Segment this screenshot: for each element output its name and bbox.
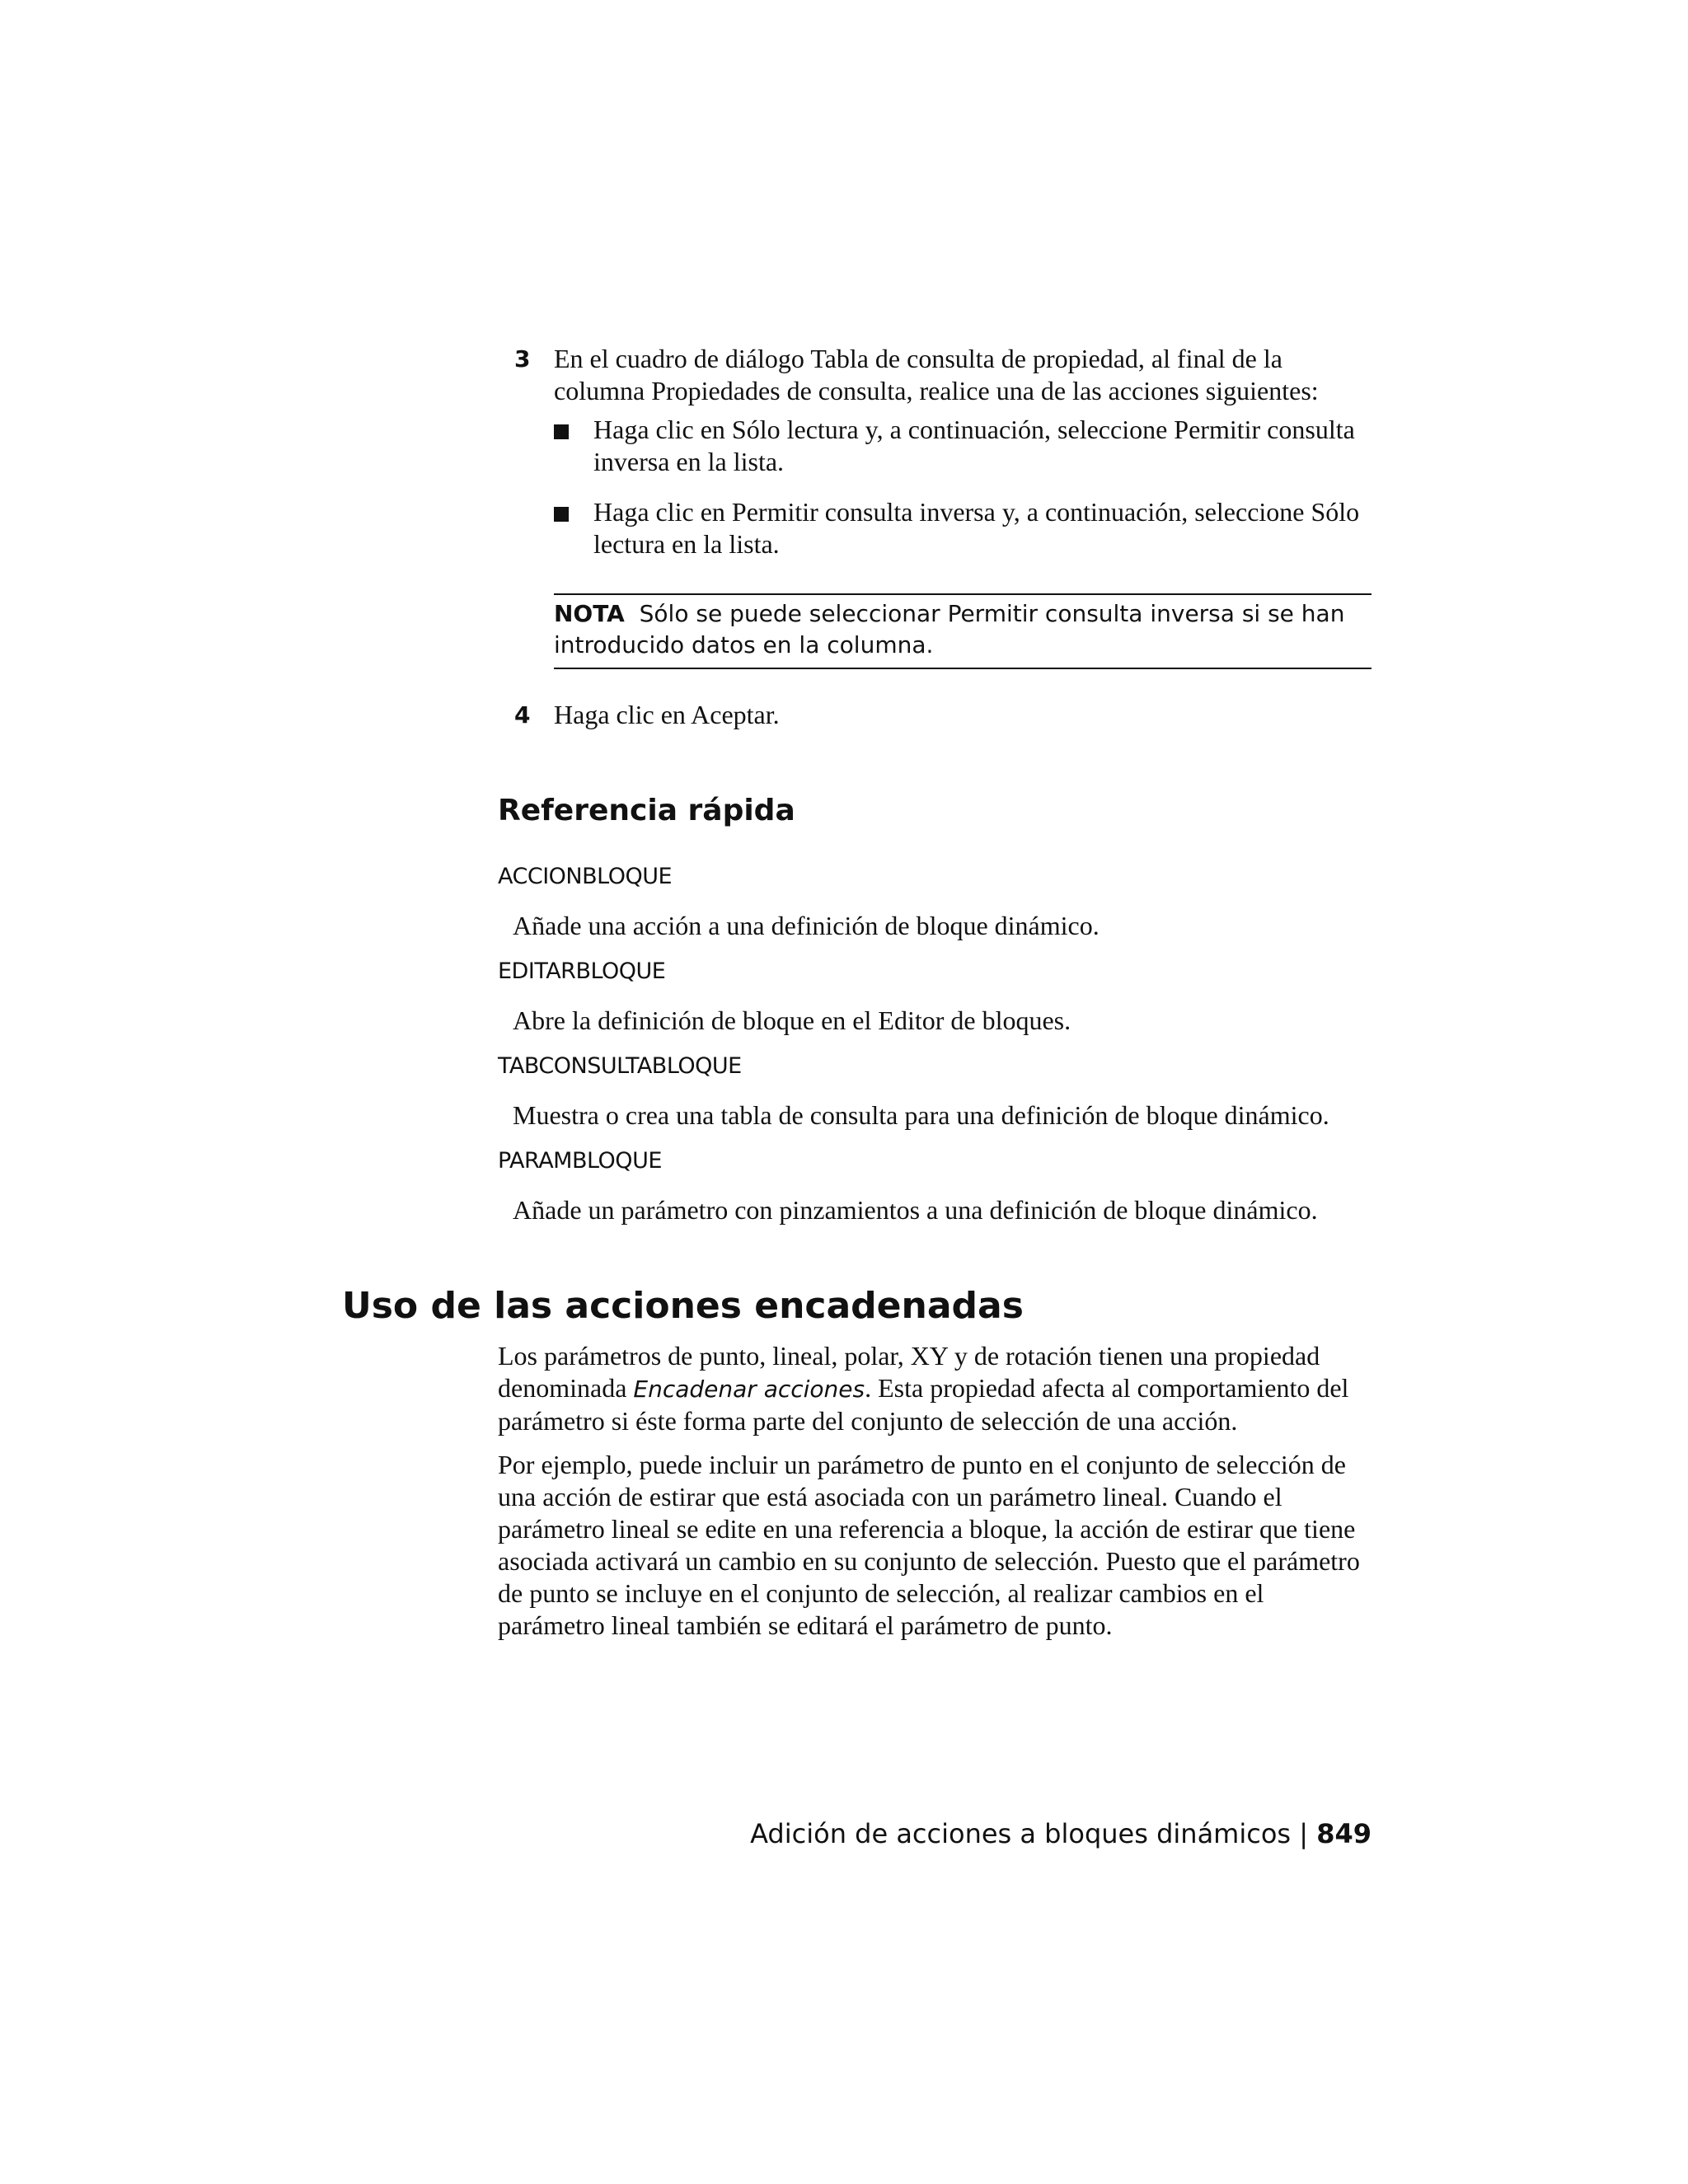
- command-name: EDITARBLOQUE: [498, 958, 666, 984]
- footer-chapter-title: Adición de acciones a bloques dinámicos: [750, 1818, 1292, 1849]
- list-item-text: Haga clic en Permitir consulta inversa y, a continuación, seleccione Sólo lectura en la lista.: [593, 497, 1360, 559]
- page-footer: [750, 1817, 1372, 1850]
- note-label: NOTA: [554, 600, 625, 627]
- step-number: 4: [514, 701, 531, 729]
- paragraph: [498, 1340, 1373, 1437]
- page-number: 849: [1316, 1818, 1372, 1849]
- note-box: [554, 598, 1372, 661]
- command-description: Muestra o crea una tabla de consulta para una definición de bloque dinámico.: [513, 1100, 1329, 1130]
- bullet-square-icon: [554, 507, 569, 522]
- note-bottom-rule: [554, 668, 1372, 669]
- note-top-rule: [554, 593, 1372, 595]
- paragraph-text: . Esta propiedad afecta al comportamiento del parámetro si éste forma parte del conjunto de selección de una acción.: [498, 1373, 1349, 1436]
- paragraph: Por ejemplo, puede incluir un parámetro de punto en el conjunto de selección de una acción de estirar que está asociada con un parámetro lineal. Cuando el parámetro lineal se edite en una referencia a bloque, la acción de estirar que tiene asociada activará un cambio en su conjunto de selección. Puesto que el parámetro de punto se incluye en el conjunto de selección, al realizar cambios en el parámetro lineal también se editará el parámetro de punto.: [498, 1450, 1360, 1640]
- step-text: Haga clic en Aceptar.: [554, 700, 780, 729]
- command-name: PARAMBLOQUE: [498, 1148, 662, 1174]
- command-description: Añade un parámetro con pinzamientos a una definición de bloque dinámico.: [513, 1195, 1318, 1225]
- footer-separator: |: [1299, 1818, 1309, 1849]
- bullet-square-icon: [554, 424, 569, 439]
- note-text: Sólo se puede seleccionar Permitir consulta inversa si se han introducido datos en la columna.: [554, 600, 1345, 658]
- step-number: 3: [514, 345, 531, 373]
- list-item-text: Haga clic en Sólo lectura y, a continuación, seleccione Permitir consulta inversa en la lista.: [593, 415, 1355, 476]
- command-description: Añade una acción a una definición de bloque dinámico.: [513, 911, 1100, 940]
- step-text: En el cuadro de diálogo Tabla de consulta de propiedad, al final de la columna Propiedades de consulta, realice una de las acciones siguientes:: [554, 344, 1319, 405]
- command-name: TABCONSULTABLOQUE: [498, 1053, 742, 1079]
- quick-reference-heading: Referencia rápida: [498, 794, 795, 827]
- paragraph-text: Los parámetros de punto, lineal, polar, XY y de rotación tienen una propiedad denominada: [498, 1341, 1320, 1403]
- section-heading: Uso de las acciones encadenadas: [342, 1285, 1024, 1327]
- property-name: Encadenar acciones: [633, 1376, 865, 1403]
- command-name: ACCIONBLOQUE: [498, 864, 673, 889]
- command-description: Abre la definición de bloque en el Editor de bloques.: [513, 1005, 1071, 1035]
